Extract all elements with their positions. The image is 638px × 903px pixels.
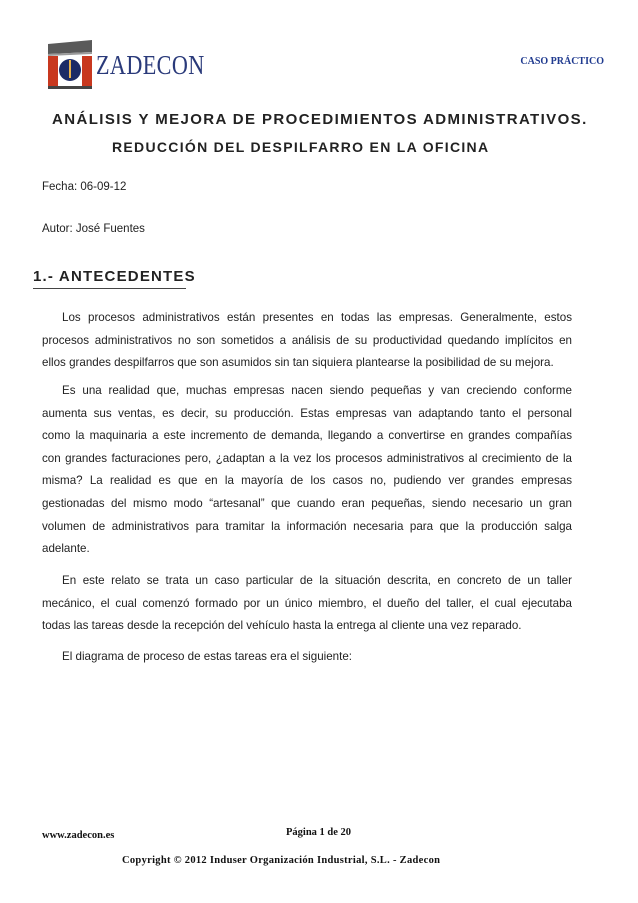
paragraph-3 <box>42 570 572 638</box>
paragraph-line: aumenta sus ventas, es decir, su producción. Estas empresas van adaptando tanto el personal <box>42 406 572 420</box>
author-line: Autor: José Fuentes <box>42 223 145 235</box>
footer-website: www.zadecon.es <box>42 830 115 841</box>
footer-page-number: Página 1 de 20 <box>286 827 352 838</box>
paragraph-line: ellos grandes despilfarros que son asumidos sin tan siquiera plantearse la posibilidad de su mejora. <box>42 356 554 370</box>
paragraph-line: volumen de administrativos para tramitar la información necesaria para que la producción salga <box>42 519 572 533</box>
paragraph-line: En este relato se trata un caso particular de la situación descrita, en concreto de un taller <box>62 574 572 587</box>
case-label: CASO PRÁCTICO <box>520 56 604 67</box>
section-underline <box>33 288 186 289</box>
paragraph-line: Los procesos administrativos están presentes en todas las empresas. Generalmente, estos <box>62 311 572 324</box>
paragraph-line: mecánico, el cual comenzó formado por un único miembro, el dueño del taller, el cual ejecutaba <box>42 596 572 610</box>
paragraph-line: todas las tareas desde la recepción del vehículo hasta la entrega al cliente una vez reparado. <box>42 619 522 633</box>
paragraph-line: El diagrama de proceso de estas tareas era el siguiente: <box>62 650 353 663</box>
section-heading: 1.- ANTECEDENTES <box>33 268 196 285</box>
paragraph-line: adelante. <box>42 542 90 556</box>
paragraph-1 <box>42 307 572 375</box>
paragraph-4 <box>42 646 572 669</box>
paragraph-line: gestionadas del mismo modo “artesanal” que cuando eran pequeñas, siendo necesario un gran <box>42 496 572 510</box>
date-line: Fecha: 06-09-12 <box>42 181 127 193</box>
logo-text: ZADECON <box>96 50 205 80</box>
document-title-line1: ANÁLISIS Y MEJORA DE PROCEDIMIENTOS ADMINISTRATIVOS. <box>52 111 588 128</box>
footer-copyright: Copyright © 2012 Induser Organización Industrial, S.L. - Zadecon <box>122 855 441 866</box>
paragraph-line: con grandes facturaciones pero, ¿adaptan a la vez los procesos administrativos al crecimiento de la <box>42 451 572 465</box>
paragraph-line: misma? La realidad es que en la mayoría de los casos no, pudiendo ver grandes empresas <box>42 474 572 488</box>
paragraph-line: procesos administrativos no son sometidos a análisis de su productividad quedando implícitos en <box>42 333 572 347</box>
paragraph-line: como la maquinaria a este incremento de demanda, llegando a convertirse en grandes compañías <box>42 429 572 443</box>
paragraph-line: Es una realidad que, muchas empresas nacen siendo pequeñas y van creciendo conforme <box>62 384 572 397</box>
document-title-line2: REDUCCIÓN DEL DESPILFARRO EN LA OFICINA <box>112 139 490 155</box>
paragraph-2 <box>42 380 572 561</box>
